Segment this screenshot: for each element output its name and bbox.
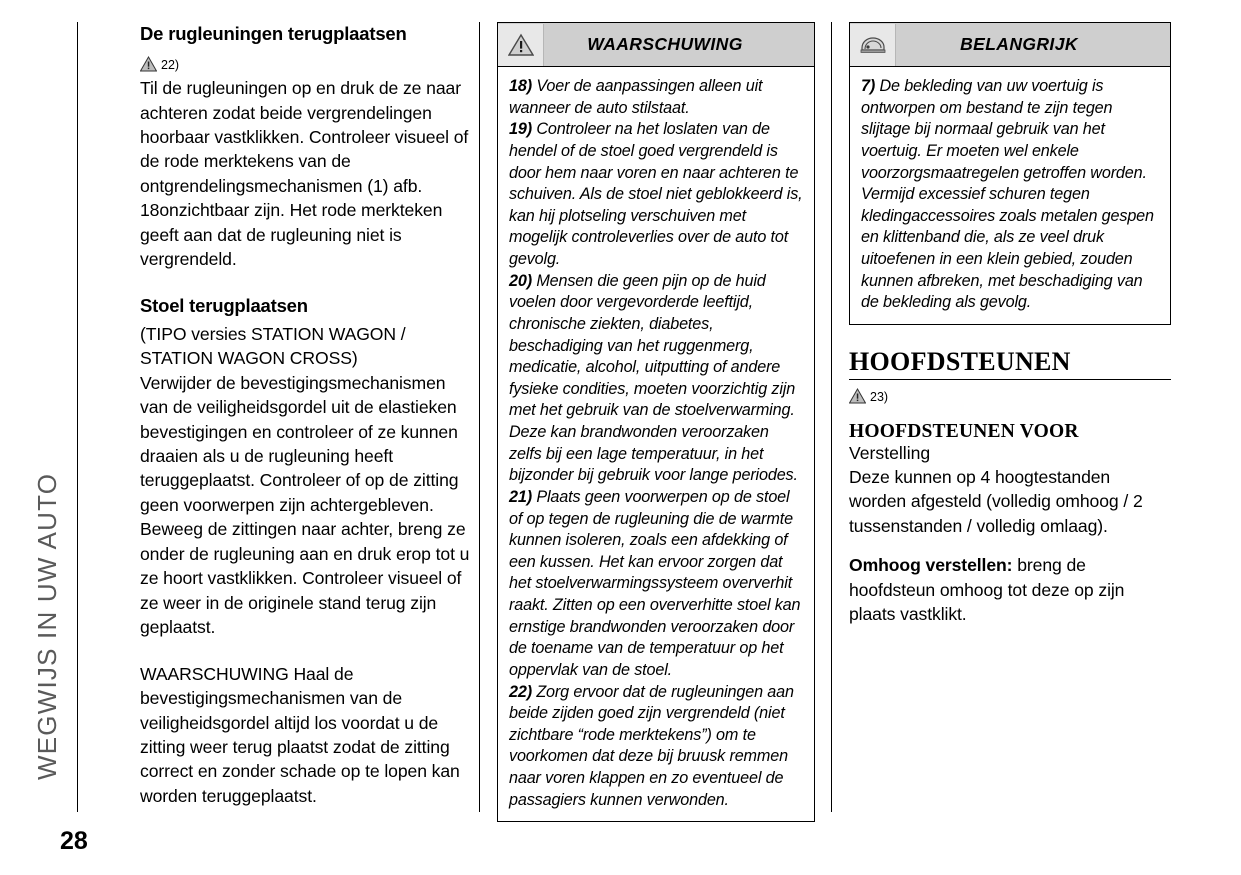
warning-item-number: 21) [509,487,532,506]
important-item-number: 7) [861,77,876,95]
important-box-title: BELANGRIJK [960,34,1078,54]
warning-item-text: Zorg ervoor dat de rugleuningen aan beide zijden goed zijn vergrendeld (niet zichtbare “rode merktekens”) om te voorkomen dat deze bij bruusk remmen naar voren klappen en zo eventueel de passagiers kunnen verwonden. [509,682,794,809]
paragraph-backrests: Til de rugleuningen op en druk de ze naar achteren zodat beide vergrendelingen hoorbaar vastklikken. Controleer visueel of de rode merktekens van de ontgrendelingsmechanismen (1) afb. 18onzichtbaar zijn. Het rode merkteken geeft aan dat de rugleuning niet is vergrendeld. [140,78,469,270]
important-box-body [850,67,1170,324]
warning-item-number: 18) [509,77,532,95]
paragraph-seat-replacement: Verwijder de bevestigingsmechanismen van de veiligheidsgordel uit de elastieken bevestigingen en controleer of ze kunnen draaien als u de rugleuning heeft teruggeplaatst. Controleer of op de zitting geen voorwerpen zijn achtergebleven. Beweeg de zittingen naar achter, breng ze onder de rugleuning aan en druk erop tot u ze hoort vastklikken. Controleer visueel of ze weer in de originele stand terug zijn geplaatst. [140,372,470,638]
column-1 [140,22,470,808]
warning-reference-line-1 [140,50,470,72]
warning-item-text: Controleer na het loslaten van de hendel of de stoel goed vergrendeld is door hem naar voren en naar achteren te schuiven. Als de stoel niet geblokkeerd is, kan hij plotseling verschuiven met mogelijk controleverlies over de auto tot gevolg. [509,120,803,268]
column-3 [849,22,1171,627]
heading-seat-replacement: Stoel terugplaatsen [140,294,308,316]
warning-item [509,271,804,487]
paragraph-warning-note: WAARSCHUWING Haal de bevestigingsmechanismen van de veiligheidsgordel altijd los voordat u de zitting weer terug plaatst zodat de zitting correct en zonder schade op te lopen kan worden teruggeplaatst. [140,663,460,806]
paragraph-headrest-heights: Deze kunnen op 4 hoogtestanden worden afgesteld (volledig omhoog / 2 tussenstanden / volledig omlaag). [849,466,1143,536]
important-box [849,22,1171,325]
subheading-adjustment: Verstelling [849,442,931,463]
column-divider-1 [479,22,480,812]
paragraph-versions: (TIPO versies STATION WAGON / STATION WAGON CROSS) [140,323,406,369]
warning-box-header [498,23,814,67]
warning-item [509,682,804,812]
warning-triangle-icon [849,388,866,404]
warning-item-text: Plaats geen voorwerpen op de stoel of op tegen de rugleuning die de warmte kunnen isoleren, zoals een afdekking of een kussen. Het kan ervoor zorgen dat het stoelverwarmingssysteem oververhit raakt. Zitten op een oververhitte stoel kan ernstige brandwonden veroorzaken door de toename van de temperatuur op het oppervlak van de stoel. [509,487,801,679]
column-2 [497,22,815,822]
warning-box [497,22,815,822]
page-number: 28 [60,827,88,855]
warning-box-title: WAARSCHUWING [587,34,743,54]
warning-item [509,119,804,270]
warning-item-number: 20) [509,271,532,290]
warning-item [509,76,804,119]
paragraph-lead-text: breng de hoofdsteun omhoog tot deze op zijn plaats vastklikt. [849,555,1125,625]
warning-item-number: 22) [509,682,532,701]
reference-number: 23) [870,389,889,404]
side-tab-rule [77,22,78,812]
subheading-front-headrests: HOOFDSTEUNEN VOOR [849,420,1079,442]
warning-item-number: 19) [509,120,532,139]
important-box-header [850,23,1170,67]
warning-triangle-icon [140,56,157,72]
paragraph-lead-label: Omhoog verstellen: [849,555,1013,576]
important-item-text: De bekleding van uw voertuig is ontworpen om bestand te zijn tegen slijtage bij normaal gebruik van het voertuig. Er moeten wel enkele voorzorgsmaatregelen getroffen worden. Vermijd excessief schuren tegen kledingaccessoires zoals metalen gespen en klittenband die, als ze veel druk uitoefenen in een klein gebied, zouden kunnen afbreken, met beschadiging van de bekleding als gevolg. [861,77,1154,312]
warning-item-text: Mensen die geen pijn op de huid voelen door vergevorderde leeftijd, chronische ziekten, diabetes, beschadiging van het ruggenmerg, medicatie, alcohol, uitputting of andere fysieke condities, moeten voorzichtig zijn met het gebruik van de stoelverwarming. Deze kan brandwonden veroorzaken zelfs bij een lage temperatuur, in het bijzonder bij gebruik voor lange periodes. [509,271,798,485]
warning-triangle-icon [498,24,544,66]
side-tab-label: WEGWIJS IN UW AUTO [32,472,62,780]
section-title-headrests: HOOFDSTEUNEN [849,347,1171,380]
warning-box-body [498,67,814,821]
warning-reference-line-2 [849,382,1171,404]
important-item [861,76,1160,314]
reference-number: 22) [161,58,180,73]
warning-item-text: Voer de aanpassingen alleen uit wanneer de auto stilstaat. [509,77,763,117]
important-hand-icon [850,24,896,66]
warning-item [509,487,804,682]
paragraph-headrest-up [849,553,1171,626]
side-tab [0,0,96,875]
heading-backrests: De rugleuningen terugplaatsen [140,23,407,44]
column-divider-2 [831,22,832,812]
